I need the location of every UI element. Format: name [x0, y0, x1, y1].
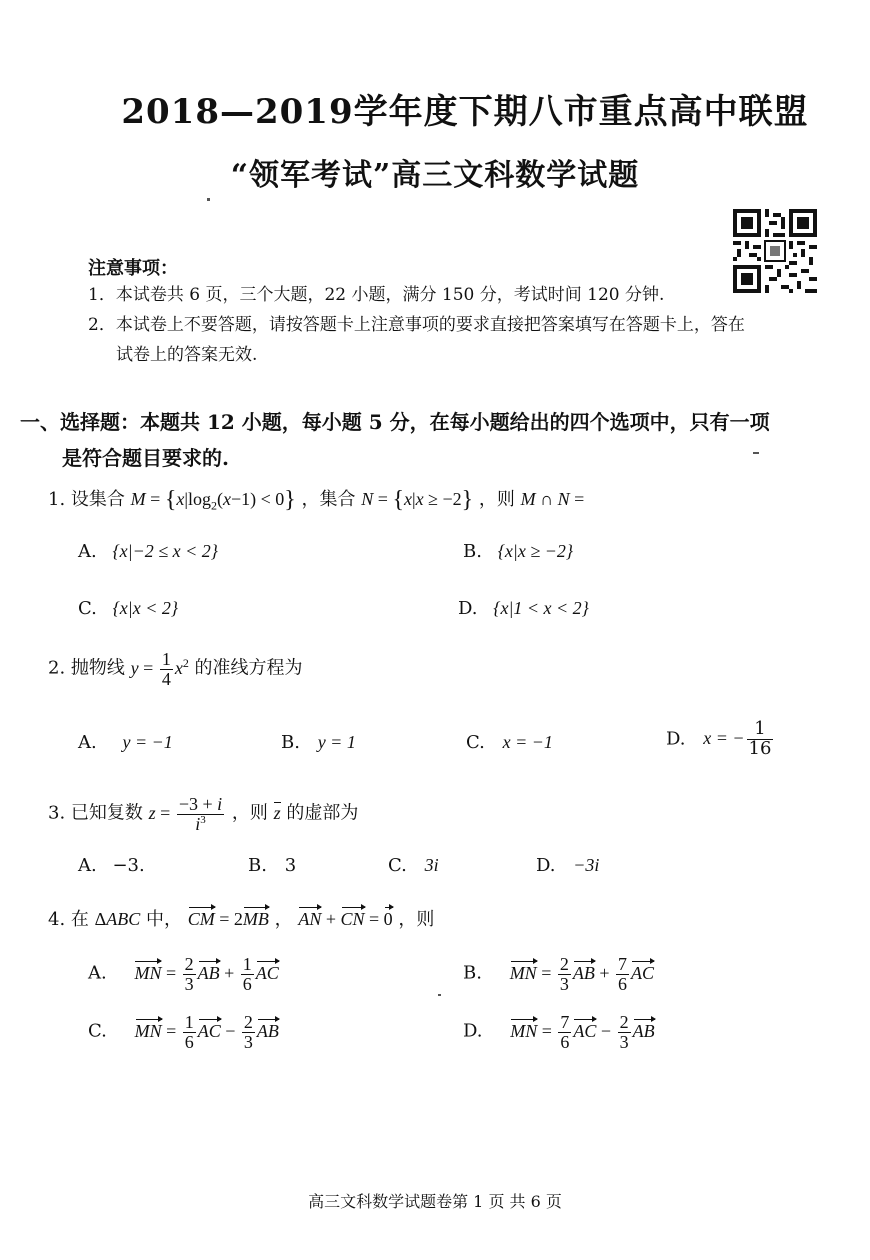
option-text: {x|−2 ≤ x < 2} — [112, 541, 218, 561]
question-number: 1. — [48, 489, 66, 510]
page-footer: 高三文科数学试题卷第 1 页 共 6 页 — [308, 1192, 562, 1211]
option-label: A. — [78, 855, 97, 876]
question-3 — [48, 795, 358, 834]
scan-speck — [753, 452, 759, 454]
option-a[interactable] — [88, 955, 279, 994]
option-label: B. — [248, 855, 267, 876]
option-label: D. — [666, 728, 686, 750]
option-label: B. — [281, 732, 300, 753]
question-number: 3. — [48, 802, 66, 824]
option-text: 3 — [284, 855, 297, 876]
option-text: {x|x ≥ −2} — [497, 541, 574, 561]
question-text: ，集合 — [301, 489, 356, 510]
math-expression: CM = 2MB — [187, 909, 269, 929]
question-text: 的准线方程为 — [194, 657, 303, 679]
math-expression: z = $\frac{-3 + i}{i^3}$ — [148, 794, 223, 834]
option-a[interactable] — [78, 541, 218, 562]
option-label: A. — [78, 732, 97, 753]
conjugate-z: z — [273, 802, 281, 823]
option-text: x = − — [703, 728, 745, 749]
note-item-2: 2．本试卷上不要答题，请按答题卡上注意事项的要求直接把答案填写在答题卡上，答在 — [88, 315, 745, 335]
scan-speck — [438, 994, 441, 996]
option-text: y = −1 — [122, 732, 173, 752]
option-a[interactable] — [78, 732, 173, 753]
question-text: 的虚部为 — [286, 802, 359, 824]
scan-speck — [207, 198, 210, 201]
option-label: D. — [458, 598, 478, 619]
option-c[interactable] — [388, 855, 439, 876]
option-formula: MN = $\frac{2}{3}$ AB + $\frac{7}{6}$ AC — [509, 954, 655, 994]
section-heading: 一、选择题：本题共 12 小题，每小题 5 分，在每小题给出的四个选项中，只有一项 — [20, 410, 770, 434]
math-expression: N = {x|x ≥ −2} — [361, 487, 474, 513]
option-text: −3. — [112, 855, 145, 876]
option-d[interactable] — [463, 1013, 655, 1052]
option-formula: MN = $\frac{1}{6}$ AC − $\frac{2}{3}$ AB — [134, 1012, 279, 1052]
option-c[interactable] — [78, 598, 178, 619]
question-text: 抛物线 — [70, 657, 125, 679]
option-b[interactable] — [281, 732, 356, 753]
math-expression: M ∩ N = — [520, 489, 585, 509]
option-b[interactable] — [248, 855, 296, 876]
question-text: 设集合 — [70, 489, 125, 510]
option-label: D. — [463, 1020, 483, 1042]
question-text: 中， — [145, 909, 182, 930]
question-2 — [48, 650, 303, 689]
math-expression: AN + CN = 0 — [298, 909, 393, 929]
option-d[interactable] — [536, 855, 599, 876]
math-expression: ΔABC — [94, 909, 141, 929]
question-text: ，则 — [231, 802, 268, 824]
math-expression: y = $\frac{1}{4}$ $x^2$ — [130, 649, 189, 689]
option-label: A. — [78, 541, 97, 562]
option-c[interactable] — [466, 732, 553, 753]
option-text: y = 1 — [317, 732, 356, 752]
question-number: 2. — [48, 657, 66, 679]
option-label: C. — [78, 598, 97, 619]
option-formula: MN = $\frac{2}{3}$ AB + $\frac{1}{6}$ AC — [134, 954, 279, 994]
option-label: C. — [388, 855, 407, 876]
option-label: C. — [466, 732, 485, 753]
note-item-1: 1．本试卷共 6 页，三个大题，22 小题，满分 150 分，考试时间 120 分钟. — [88, 285, 665, 305]
exam-title-line1: 2018—2019学年度下期八市重点高中联盟 — [121, 92, 809, 132]
option-label: D. — [536, 855, 556, 876]
option-b[interactable] — [463, 955, 654, 994]
question-4: 4. 在 ΔABC 中， CM = 2MB ， AN + CN = 0 ，则 — [48, 909, 435, 930]
option-d[interactable] — [666, 720, 775, 759]
option-d[interactable] — [458, 598, 589, 619]
option-text: 3i — [424, 855, 439, 875]
notes-heading: 注意事项： — [88, 258, 178, 279]
question-1 — [48, 485, 584, 514]
question-text: ，则 — [478, 489, 515, 510]
option-formula: MN = $\frac{7}{6}$ AC − $\frac{2}{3}$ AB — [510, 1012, 655, 1052]
question-number: 4. — [48, 909, 66, 930]
qr-code-icon — [733, 209, 817, 293]
var-m: M — [130, 489, 146, 509]
option-text: −3i — [573, 855, 600, 875]
exam-title-line2: “领军考试”高三文科数学试题 — [230, 158, 640, 193]
question-text: 已知复数 — [70, 802, 143, 824]
option-c[interactable] — [88, 1013, 279, 1052]
option-label: B. — [463, 541, 482, 562]
note-item-2-continued: 试卷上的答案无效. — [116, 345, 258, 365]
option-text: x = −1 — [502, 732, 553, 752]
option-text: {x|1 < x < 2} — [493, 598, 589, 618]
option-b[interactable] — [463, 541, 573, 562]
fraction: $\frac{1}{16}$ — [748, 718, 772, 759]
question-text: 在 — [70, 909, 89, 930]
math-expression: $M = \{x|\log_2(x-1) < 0\}$ — [130, 487, 296, 513]
question-text: ，则 — [398, 909, 435, 930]
option-label: B. — [463, 962, 482, 984]
option-text: {x|x < 2} — [112, 598, 179, 618]
option-a[interactable] — [78, 855, 145, 876]
option-label: C. — [88, 1020, 107, 1042]
section-heading-continued: 是符合题目要求的. — [62, 446, 229, 470]
option-label: A. — [88, 962, 107, 984]
